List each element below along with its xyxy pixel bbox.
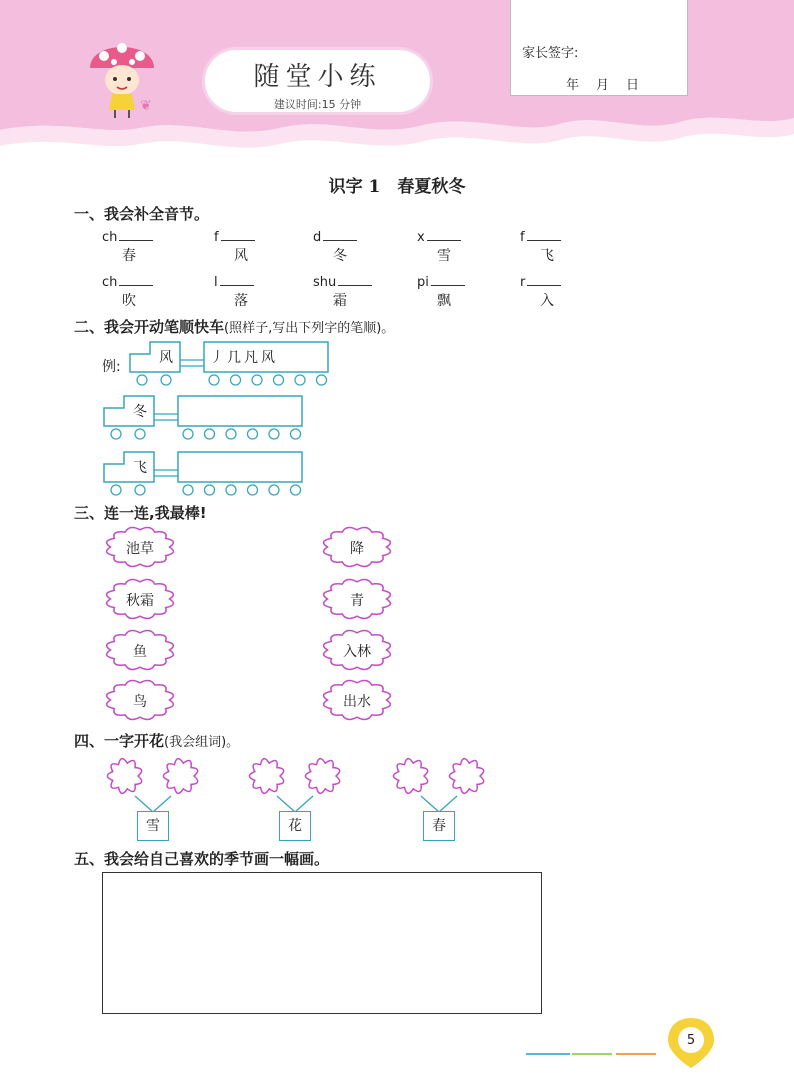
leaf-decoration-icon: ❦: [140, 98, 152, 114]
right-word-text[interactable]: 出水: [343, 694, 371, 710]
example-label: 例:: [102, 359, 121, 375]
center-word: 花: [279, 811, 311, 841]
syllable-item: [102, 271, 172, 310]
stem: [295, 796, 313, 812]
syllable-item: [520, 226, 590, 265]
wheel: [137, 375, 147, 385]
section4-title: [74, 730, 239, 751]
wheel: [269, 429, 279, 439]
pinyin-blank-input[interactable]: [527, 228, 561, 241]
syllable-line: [102, 271, 172, 289]
pinyin-blank-input[interactable]: [338, 273, 372, 286]
stem: [135, 796, 153, 812]
syllable-item: [214, 271, 284, 310]
wheel: [111, 485, 121, 495]
syllable-line: [214, 271, 284, 289]
hanzi-char: 风: [234, 248, 248, 264]
wheel: [183, 429, 193, 439]
wheel: [317, 375, 327, 385]
parent-signature-label: 家长签字:: [522, 46, 579, 61]
wheel: [252, 375, 262, 385]
pinyin-initial: f: [520, 230, 525, 245]
syllable-item: [102, 226, 172, 265]
pinyin-initial: ch: [102, 275, 118, 290]
hanzi-char: 春: [122, 248, 136, 264]
center-word: 春: [423, 811, 455, 841]
pinyin-initial: r: [520, 275, 526, 290]
pinyin-initial: ch: [102, 230, 118, 245]
stem: [439, 796, 457, 812]
left-word-text[interactable]: 鱼: [133, 644, 147, 660]
syllable-line: [102, 226, 172, 244]
wheel: [248, 429, 258, 439]
wheel: [205, 429, 215, 439]
pinyin-blank-input[interactable]: [527, 273, 561, 286]
wheel: [248, 485, 258, 495]
hanzi-char: 落: [234, 293, 248, 309]
syllable-item: [417, 271, 487, 310]
syllable-line: [520, 226, 590, 244]
syllable-line: [417, 226, 487, 244]
train-char: 风: [159, 350, 173, 366]
word-input-right[interactable]: [447, 766, 483, 788]
pinyin-blank-input[interactable]: [221, 228, 255, 241]
wheel: [291, 485, 301, 495]
right-word-text[interactable]: 降: [350, 541, 364, 557]
stem: [277, 796, 295, 812]
hanzi-char: 雪: [437, 248, 451, 264]
word-input-left[interactable]: [247, 766, 283, 788]
wheel: [274, 375, 284, 385]
syllable-item: [313, 271, 383, 310]
word-input-right[interactable]: [161, 766, 197, 788]
wheel: [161, 375, 171, 385]
wheel: [135, 485, 145, 495]
train-char: 冬: [133, 404, 147, 420]
left-word-text[interactable]: 鸟: [133, 694, 147, 710]
section5-title: 五、我会给自己喜欢的季节画一幅画。: [74, 850, 330, 868]
pinyin-initial: l: [214, 275, 218, 290]
wheel: [209, 375, 219, 385]
stem: [153, 796, 171, 812]
pinyin-blank-input[interactable]: [427, 228, 461, 241]
section1-title: 一、我会补全音节。: [74, 205, 210, 223]
section3-title: 三、连一连,我最棒!: [74, 504, 207, 522]
pinyin-blank-input[interactable]: [220, 273, 254, 286]
section4-title-text: 四、一字开花: [74, 732, 165, 750]
wheel: [269, 485, 279, 495]
pinyin-blank-input[interactable]: [431, 273, 465, 286]
right-word-text[interactable]: 入林: [343, 644, 371, 660]
center-word: 雪: [137, 811, 169, 841]
hanzi-char: 入: [540, 293, 554, 309]
page-number: 5: [686, 1033, 696, 1048]
syllable-line: [313, 271, 383, 289]
drawing-area[interactable]: [102, 872, 542, 1014]
pinyin-blank-input[interactable]: [119, 228, 153, 241]
word-input-right[interactable]: [303, 766, 339, 788]
pinyin-blank-input[interactable]: [119, 273, 153, 286]
signature-date: 年 月 日: [566, 78, 642, 93]
word-input-left[interactable]: [391, 766, 427, 788]
page-title: 随堂小练: [253, 62, 382, 92]
left-word-text[interactable]: 池草: [126, 541, 154, 557]
wheel: [226, 429, 236, 439]
pinyin-initial: pi: [417, 275, 429, 290]
suggested-time: 建议时间:15 分钟: [273, 98, 362, 111]
wheel: [183, 485, 193, 495]
hanzi-char: 飞: [540, 248, 554, 264]
wheel: [231, 375, 241, 385]
wheel: [226, 485, 236, 495]
wagon: [178, 396, 302, 426]
pinyin-initial: f: [214, 230, 219, 245]
hanzi-char: 吹: [122, 293, 136, 309]
stroke-order-input[interactable]: 丿几凡风: [210, 350, 278, 366]
word-input-left[interactable]: [105, 766, 141, 788]
left-word-text[interactable]: 秋霜: [126, 593, 154, 609]
wheel: [111, 429, 121, 439]
syllable-item: [417, 226, 487, 265]
wheel: [205, 485, 215, 495]
section2-title: [74, 316, 394, 337]
hanzi-char: 冬: [333, 248, 347, 264]
pinyin-initial: x: [417, 230, 425, 245]
syllable-line: [417, 271, 487, 289]
wheel: [295, 375, 305, 385]
wagon: [178, 452, 302, 482]
syllable-line: [313, 226, 383, 244]
pinyin-blank-input[interactable]: [323, 228, 357, 241]
section2-title-note: (照样子,写出下列字的笔顺)。: [224, 321, 395, 336]
right-word-text[interactable]: 青: [350, 593, 364, 609]
section2-title-text: 二、我会开动笔顺快车: [74, 318, 225, 336]
syllable-line: [214, 226, 284, 244]
syllable-item: [520, 271, 590, 310]
hanzi-char: 飘: [437, 293, 451, 309]
pinyin-initial: d: [313, 230, 322, 245]
syllable-item: [313, 226, 383, 265]
section4-title-note: (我会组词)。: [164, 735, 240, 750]
train-char: 飞: [133, 460, 147, 476]
syllable-line: [520, 271, 590, 289]
lesson-title: 识字 1 春夏秋冬: [328, 177, 466, 197]
wheel: [291, 429, 301, 439]
wheel: [135, 429, 145, 439]
syllable-item: [214, 226, 284, 265]
pinyin-initial: shu: [313, 275, 337, 290]
hanzi-char: 霜: [333, 293, 347, 309]
stem: [421, 796, 439, 812]
